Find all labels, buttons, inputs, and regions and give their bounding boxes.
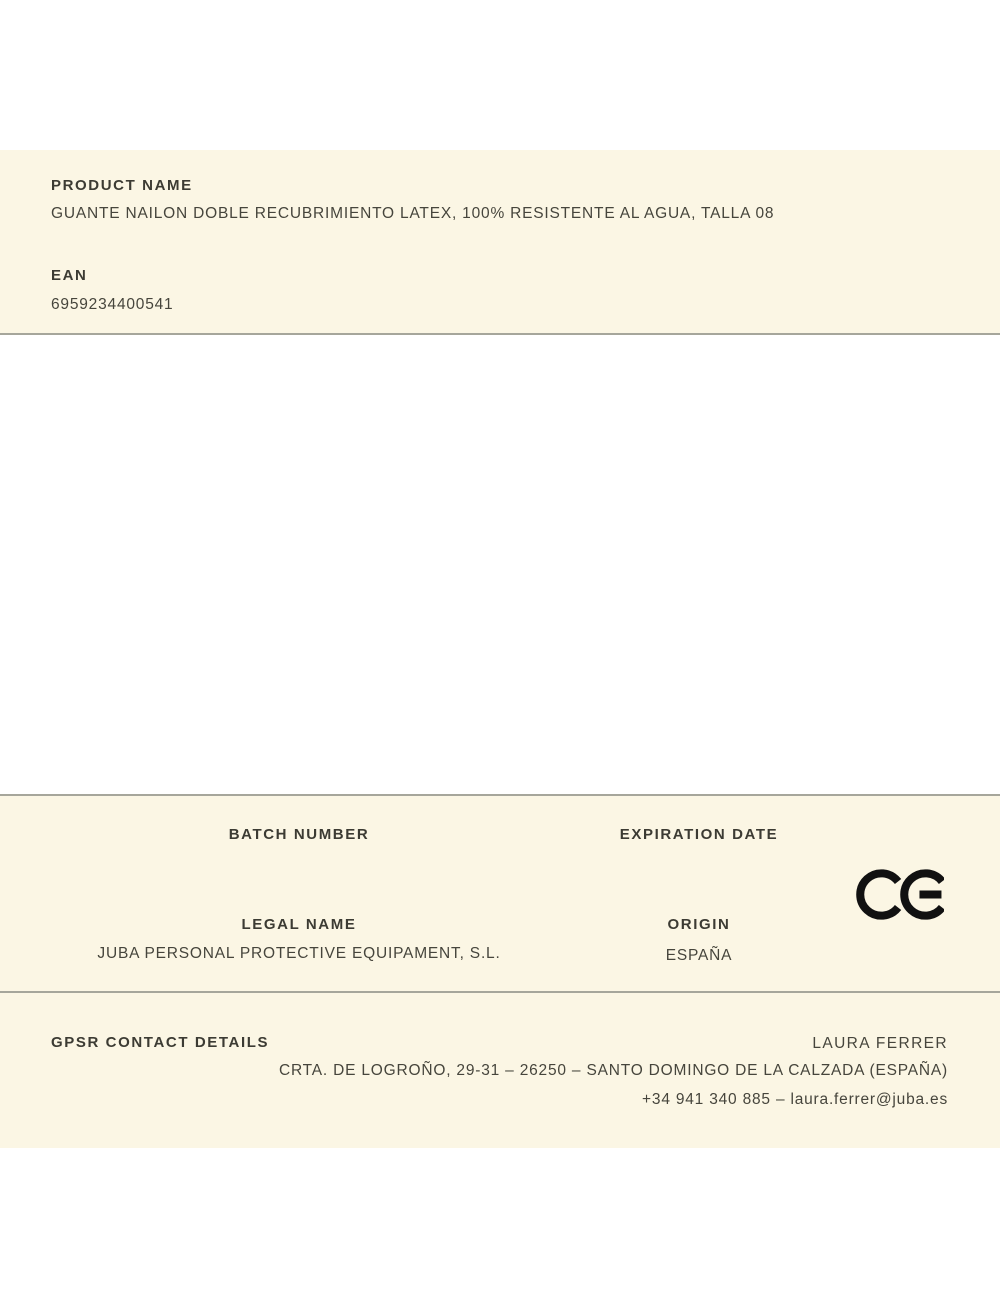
gpsr-contact-section — [0, 993, 1000, 1148]
batch-section — [0, 794, 1000, 993]
origin-label: ORIGIN — [667, 916, 731, 933]
ean-value: 6959234400541 — [51, 296, 174, 313]
contact-name: LAURA FERRER — [812, 1035, 948, 1052]
gpsr-contact-details-label: GPSR CONTACT DETAILS — [51, 1034, 270, 1051]
batch-number-label: BATCH NUMBER — [228, 826, 370, 843]
product-section — [0, 150, 1000, 335]
ce-marking-icon — [856, 864, 944, 925]
legal-name-value: JUBA PERSONAL PROTECTIVE EQUIPAMENT, S.L. — [97, 945, 501, 962]
origin-value: ESPAÑA — [665, 947, 733, 964]
contact-phone-email: +34 941 340 885 – laura.ferrer@juba.es — [642, 1091, 948, 1108]
legal-name-label: LEGAL NAME — [241, 916, 357, 933]
product-name-value: GUANTE NAILON DOBLE RECUBRIMIENTO LATEX, 100% RESISTENTE AL AGUA, TALLA 08 — [51, 205, 775, 222]
ean-label: EAN — [51, 267, 88, 284]
expiration-date-label: EXPIRATION DATE — [619, 826, 779, 843]
contact-address: CRTA. DE LOGROÑO, 29-31 – 26250 – SANTO DOMINGO DE LA CALZADA (ESPAÑA) — [278, 1062, 948, 1079]
product-name-label: PRODUCT NAME — [51, 177, 193, 194]
